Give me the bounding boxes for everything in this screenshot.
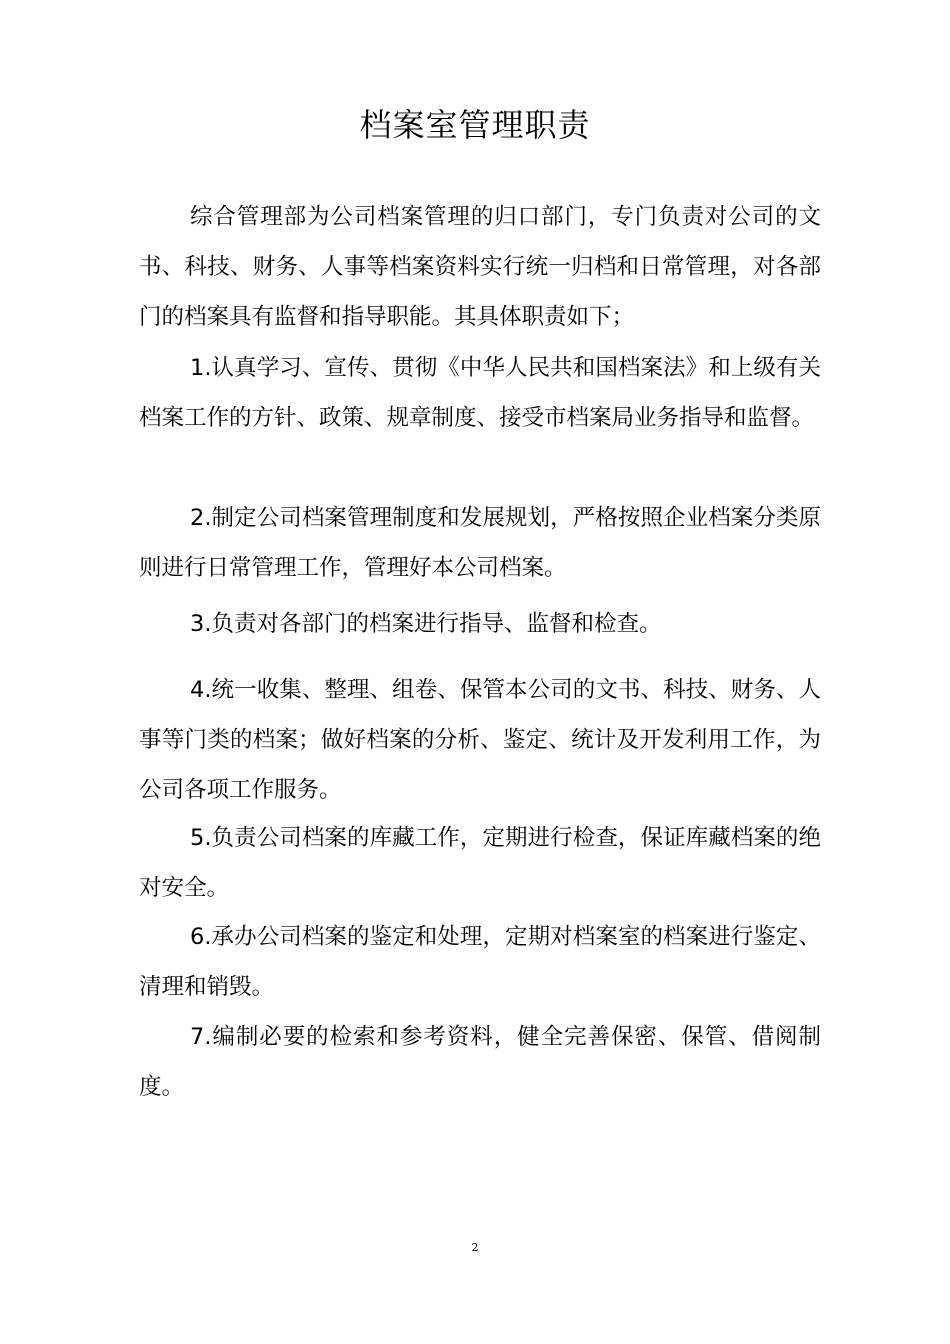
- duty-item-1: 1.认真学习、宣传、贯彻《中华人民共和国档案法》和上级有关档案工作的方针、政策、规章制度、接受市档案局业务指导和监督。: [139, 355, 821, 431]
- duty-item-7: 7.编制必要的检索和参考资料，健全完善保密、保管、借阅制度。: [139, 1024, 821, 1100]
- duty-item-4: 4.统一收集、整理、组卷、保管本公司的文书、科技、财务、人事等门类的档案；做好档案的分析、鉴定、统计及开发利用工作，为公司各项工作服务。: [139, 677, 821, 803]
- intro-paragraph: 综合管理部为公司档案管理的归口部门，专门负责对公司的文书、科技、财务、人事等档案资料实行统一归档和日常管理，对各部门的档案具有监督和指导职能。其具体职责如下；: [139, 204, 821, 330]
- page-title: 档案室管理职责: [359, 106, 591, 144]
- duty-item-2: 2.制定公司档案管理制度和发展规划，严格按照企业档案分类原则进行日常管理工作，管理好本公司档案。: [139, 505, 821, 581]
- duty-item-6: 6.承办公司档案的鉴定和处理，定期对档案室的档案进行鉴定、清理和销毁。: [139, 924, 821, 1000]
- page-number: 2: [471, 1241, 479, 1254]
- duty-item-5: 5.负责公司档案的库藏工作，定期进行检查，保证库藏档案的绝对安全。: [139, 825, 821, 901]
- duty-item-3: 3.负责对各部门的档案进行指导、监督和检查。: [190, 611, 662, 637]
